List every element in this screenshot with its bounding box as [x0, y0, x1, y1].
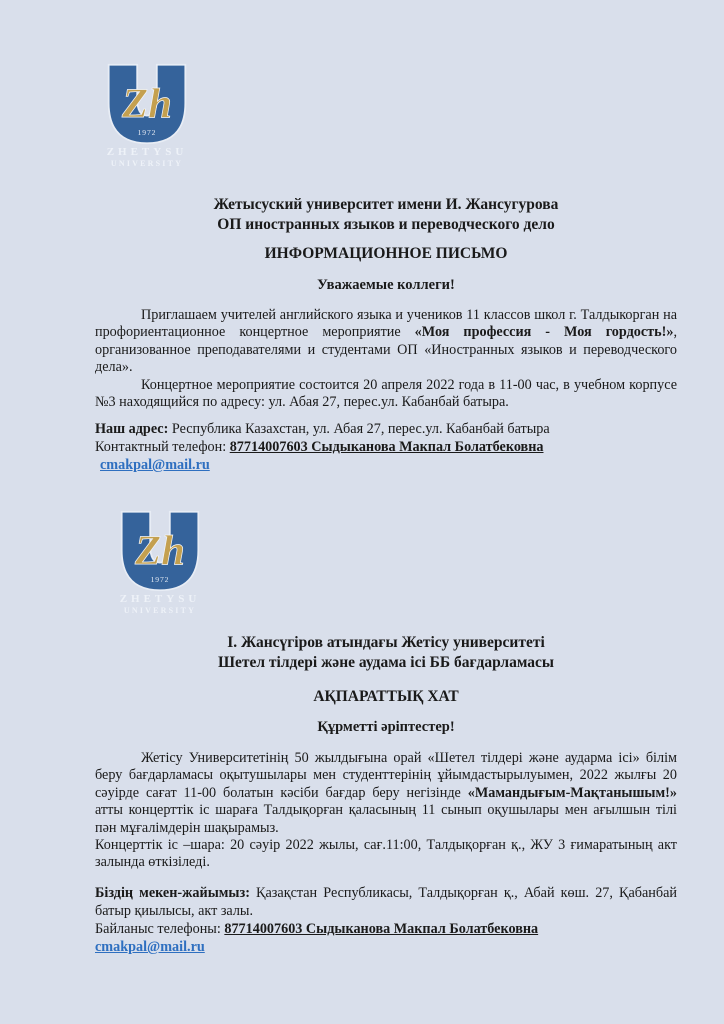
- email-link[interactable]: cmakpal@mail.ru: [100, 457, 210, 473]
- kazakh-address-line: Біздің мекен-жайымыз: Қазақстан Республикасы, Талдықорған қ., Абай көш. 27, Қабанбай батыр қиылысы, акт залы.: [95, 885, 677, 919]
- russian-address-line: Наш адрес: Республика Казахстан, ул. Абая 27, перес.ул. Кабанбай батыра: [95, 421, 550, 437]
- logo-wordmark: [120, 594, 201, 615]
- russian-paragraph-2: Концертное мероприятие состоится 20 апреля 2022 года в 11-00 час, в учебном корпусе №3 находящийся по адресу: ул. Абая 27, перес.ул. Кабанбай батыра.: [95, 376, 677, 411]
- email-link[interactable]: cmakpal@mail.ru: [95, 939, 205, 955]
- logo-year: 1972: [150, 575, 170, 585]
- russian-paragraph-1: Приглашаем учителей английского языка и учеников 11 классов школ г. Талдыкорган на профориентационное концертное мероприятие «Моя профессия - Моя гордость!», организованное преподавателями и студентами ОП «Иностранных языков и переводческого дела».: [95, 307, 677, 376]
- logo-year: 1972: [137, 128, 157, 138]
- russian-title-block: [95, 195, 677, 234]
- university-logo-top: [97, 63, 197, 168]
- kazakh-department-title: Шетел тілдері және аудама ісі ББ бағдарламасы: [217, 653, 555, 671]
- kazakh-contact-block: [95, 884, 677, 956]
- wordmark-university: UNIVERSITY: [123, 605, 197, 615]
- kazakh-university-title: І. Жансүгіров атындағы Жетісу университеті: [227, 634, 545, 651]
- zhetysu-emblem-icon: [101, 63, 193, 145]
- kazakh-paragraph-1: Жетісу Университетінің 50 жылдығына орай «Шетел тілдері және аударма ісі» білім беру бағдарламасы оқытушылары мен студенттерінің ұйымдастырылуымен, 2022 жылғы 20 сәуірде сағат 11-00 болатын кәсіби бағдар беру негізінде «Мамандығым-Мақтанышым!» атты концерттік іс шараға Талдықорған қаласының 11 сынып оқушылары мен ағылшын тілі пән мұғалімдерін шақырамыз.: [95, 750, 677, 836]
- russian-phone-line: Контактный телефон: 87714007603 Сыдыканова Макпал Болатбековна: [95, 439, 544, 455]
- kazakh-title-block: [95, 633, 677, 672]
- wordmark-zhetysu: ZHETYSU: [119, 593, 201, 605]
- university-logo-bottom: [110, 510, 210, 615]
- logo-wordmark: [107, 147, 188, 168]
- russian-heading: ИНФОРМАЦИОННОЕ ПИСЬМО: [264, 245, 508, 262]
- kazakh-email-line: [95, 938, 677, 956]
- russian-salutation: Уважаемые коллеги!: [317, 277, 455, 293]
- wordmark-zhetysu: ZHETYSU: [106, 146, 188, 158]
- russian-contact-block: [95, 420, 677, 474]
- zhetysu-emblem-icon: [114, 510, 206, 592]
- russian-body: [95, 307, 677, 411]
- kazakh-phone-line: Байланыс телефоны: 87714007603 Сыдыканова Макпал Болатбековна: [95, 921, 539, 937]
- russian-department-title: ОП иностранных языков и переводческого дело: [217, 215, 555, 233]
- wordmark-university: UNIVERSITY: [110, 158, 184, 168]
- kazakh-body: [95, 750, 677, 872]
- russian-university-title: Жетысуский университет имени И. Жансугурова: [213, 196, 559, 213]
- kazakh-salutation: Құрметті әріптестер!: [317, 719, 455, 735]
- russian-email-line: [95, 456, 677, 474]
- kazakh-paragraph-2: Концерттік іс –шара: 20 сәуір 2022 жылы, сағ.11:00, Талдықорған қ., ЖУ 3 ғимаратының акт залында өткізіледі.: [95, 837, 677, 871]
- logo-monogram: Zh: [122, 80, 172, 128]
- logo-monogram: Zh: [135, 527, 185, 575]
- kazakh-heading: АҚПАРАТТЫҚ ХАТ: [313, 688, 459, 705]
